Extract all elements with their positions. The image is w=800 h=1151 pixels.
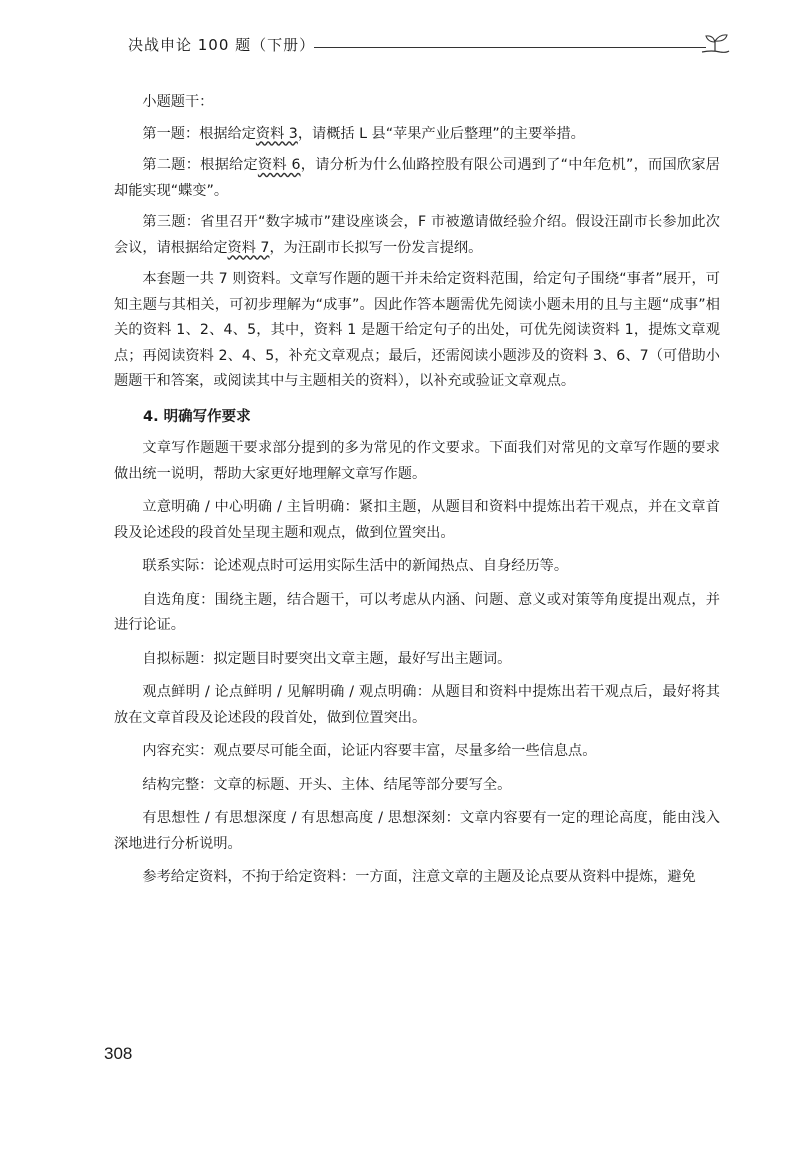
question-3-ref: 资料 7 [227, 239, 270, 256]
question-3-suffix: ，为汪副市长拟写一份发言提纲。 [269, 239, 483, 256]
requirement-item: 有思想性 / 有思想深度 / 有思想高度 / 思想深刻：文章内容要有一定的理论高度，能由浅入深地进行分析说明。 [114, 810, 720, 852]
question-1-prefix: 第一题：根据给定 [142, 125, 256, 142]
requirement-item: 参考给定资料，不拘于给定资料：一方面，注意文章的主题及论点要从资料中提炼，避免 [142, 869, 696, 885]
requirement-item: 内容充实：观点要尽可能全面，论证内容要丰富，尽量多给一些信息点。 [142, 743, 597, 759]
sprout-icon [700, 32, 730, 54]
page-body [114, 90, 720, 891]
question-2-ref: 资料 6 [257, 157, 301, 173]
question-2 [114, 153, 720, 204]
requirement-item: 联系实际：论述观点时可运用实际生活中的新闻热点、自身经历等。 [142, 558, 569, 574]
section-heading: 4. 明确写作要求 [143, 408, 251, 425]
analysis-paragraph: 本套题一共 7 则资料。文章写作题的题干并未给定资料范围，给定句子围绕“事者”展开，可知主题与其相关，可初步理解为“成事”。因此作答本题需优先阅读小题未用的且与主题“成事”相关的资料 1、2、4、5，其中，资料 1 是题干给定句子的出处，可优先阅读资料 1，提炼文章观点；再阅读资料 2、4、5，补充文章观点；最后，还需阅读小题涉及的资料 3、6、7（可借助小题题干和答案，或阅读其中与主题相关的资料），以补充或验证文章观点。 [114, 271, 720, 389]
requirement-item: 结构完整：文章的标题、开头、主体、结尾等部分要写全。 [142, 776, 512, 793]
question-3-prefix: 第三题：省里召开“数字城市”建设座谈会，F 市被邀请做经验介绍。假设汪副市长参加此次会议，请根据给定 [114, 214, 720, 256]
page-number: 308 [104, 1044, 133, 1063]
question-1-suffix: ，请概括 L 县“苹果产业后整理”的主要举措。 [297, 125, 585, 142]
requirements-intro: 文章写作题题干要求部分提到的多为常见的作文要求。下面我们对常见的文章写作题的要求做出统一说明，帮助大家更好地理解文章写作题。 [114, 440, 720, 482]
subquestions-heading: 小题题干： [142, 94, 214, 110]
question-1-ref: 资料 3 [255, 125, 298, 142]
requirement-item: 观点鲜明 / 论点鲜明 / 见解明确 / 观点明确：从题目和资料中提炼出若干观点后，最好将其放在文章首段及论述段的段首处，做到位置突出。 [114, 684, 720, 726]
requirement-item: 自选角度：围绕主题，结合题干，可以考虑从内涵、问题、意义或对策等角度提出观点，并进行论证。 [114, 591, 720, 633]
header-rule [314, 47, 706, 48]
page-header [128, 34, 728, 60]
requirement-item: 立意明确 / 中心明确 / 主旨明确：紧扣主题，从题目和资料中提炼出若干观点，并在文章首段及论述段的段首处呈现主题和观点，做到位置突出。 [114, 499, 720, 541]
running-title: 决战申论 100 题（下册） [128, 36, 316, 54]
question-2-suffix: ，请分析为什么仙路控股有限公司遇到了“中年危机”，而国欣家居却能实现“蝶变”。 [114, 157, 720, 199]
question-2-prefix: 第二题：根据给定 [142, 157, 258, 173]
question-1 [114, 122, 720, 148]
question-3 [114, 210, 720, 261]
requirement-item: 自拟标题：拟定题目时要突出文章主题，最好写出主题词。 [142, 650, 512, 667]
